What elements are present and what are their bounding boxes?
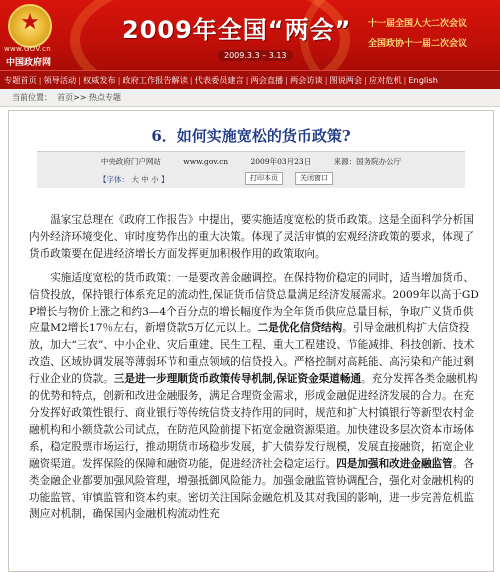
font-size-label-end: 】 [161,175,169,184]
font-size-large[interactable]: 大 [131,175,139,184]
article-date: 2009年03月23日 [250,157,312,166]
nav-home[interactable]: 专题首页 [4,74,37,85]
congress-session-npc: 十一届全国人大二次会议 [368,19,468,29]
paragraph-text: 。引导金融机构扩大信贷投放，加大“三农”、中小企业、灾后重建、民生工程、重大工程建设、节能减排、科技创新、技术改造、区域协调发展等薄弱环节和重点领域的信贷投入。严格控制对高耗能、高污染和产能过剩行业企业的贷款。 [29,322,475,386]
article-site[interactable]: www.gov.cn [183,157,229,166]
breadcrumb [0,89,500,107]
nav-separator: | [285,75,288,85]
breadcrumb-prefix: 当前位置： [12,93,52,102]
national-emblem-icon[interactable]: ★ [8,4,52,48]
nav-separator: | [117,75,121,85]
nav-separator: | [403,75,407,85]
header-banner [0,0,500,70]
print-button[interactable]: 打印本页 [245,172,283,185]
article-paragraph [29,270,481,524]
site-url: www.GOV.cn [4,45,51,53]
article-title: 6．如何实施宽松的货币政策? [151,127,351,145]
article-source: 中央政府门户网站 [100,157,161,166]
close-window-button[interactable]: 关闭窗口 [295,172,333,185]
article-meta [37,156,465,167]
congress-session-cppcc: 全国政协十一届二次会议 [368,39,468,49]
nav-live[interactable]: 两会直播 [250,74,284,85]
nav-leader-activities[interactable]: 领导活动 [43,74,77,85]
article-paragraph: 温家宝总理在《政府工作报告》中提出，要实施适度宽松的货币政策。这是全面科学分析国内外经济环境变化、审时度势作出的重大决策。体现了灵活审慎的宏观经济政策的要求，体现了货币政策要在促进经济增长方面发挥更加积极作用的政策取向。 [29,214,474,260]
emphasis-text: 三是进一步理顺货币政策传导机制,保证资金渠道畅通 [113,373,362,386]
font-size-label: 【字体： [99,175,129,184]
nav-interviews[interactable]: 两会访谈 [289,74,323,85]
nav-report-interpretation[interactable]: 政府工作报告解读 [122,74,188,85]
nav-separator: | [38,75,42,85]
paragraph-text: 实施适度宽松的货币政策：一是要改善金融调控。在保持物价稳定的同时，适当增加货币、信贷投放，保持银行体系充足的流动性,保证货币信贷总量满足经济发展需求。2009年以高于GDP增长与物价上涨之和约3—4个百分点的增长幅度作为全年货币供应总量目标，争取广义货币供应量M2增长17％左右，新增贷款5万亿元以上。 [29,271,479,335]
paragraph-text: 。充分发挥各类金融机构的优势和特点，创新和改进金融服务，满足合理资金需求，形成金融促进经济发展的合力。在充分发挥好政策性银行、商业银行等传统信贷支持作用的同时，规范和扩大村镇银行等新型农村金融机构和小额贷款公司试点，在防范风险前提下拓宽金融资源渠道。加快建设多层次资本市场体系，稳定股票市场运行，推动期货市场稳步发展，扩大债券发行规模，发展直接融资，拓宽企业融资渠道。发挥保险的保障和融资功能，促进经济社会稳定运行。 [29,373,478,470]
nav-crisis-response[interactable]: 应对危机 [368,74,402,85]
nav-english[interactable]: English [408,75,438,85]
emphasis-text: 二是优化信贷结构 [257,322,343,335]
main-nav [0,70,500,89]
article-origin: 来源：国务院办公厅 [333,157,402,166]
font-size-small[interactable]: 小 [151,175,159,184]
site-name-logo[interactable]: 中国政府网 [6,58,52,68]
breadcrumb-path[interactable]: 首页>> 热点专题 [57,93,122,102]
article-meta-bar [37,152,465,188]
banner-title: 2009年全国“两会” [122,16,352,44]
emphasis-text: 四是加强和改进金融监管 [336,457,453,470]
nav-official-releases[interactable]: 权威发布 [82,74,116,85]
nav-separator: | [364,75,367,85]
nav-separator: | [324,75,328,85]
nav-photo-stories[interactable]: 图说两会 [329,74,363,85]
nav-deputy-suggestions[interactable]: 代表委员建言 [194,74,244,85]
nav-separator: | [189,75,193,85]
article-body [29,212,481,530]
nav-separator: | [78,75,81,85]
font-size-selector [99,174,169,185]
paragraph-text: 。各类金融企业都要加强风险管理，增强抵御风险能力。加强金融监管协调配合，强化对金融机构的功能监管、审慎监管和资本约束。密切关注国际金融危机及其对我国的影响，进一步完善危机监测应对机制，确保国内金融机构流动性充 [29,457,474,521]
session-dates: 2009.3.3 – 3.13 [218,50,293,61]
article-panel [8,110,494,572]
nav-separator: | [245,75,249,85]
font-size-medium[interactable]: 中 [141,175,149,184]
